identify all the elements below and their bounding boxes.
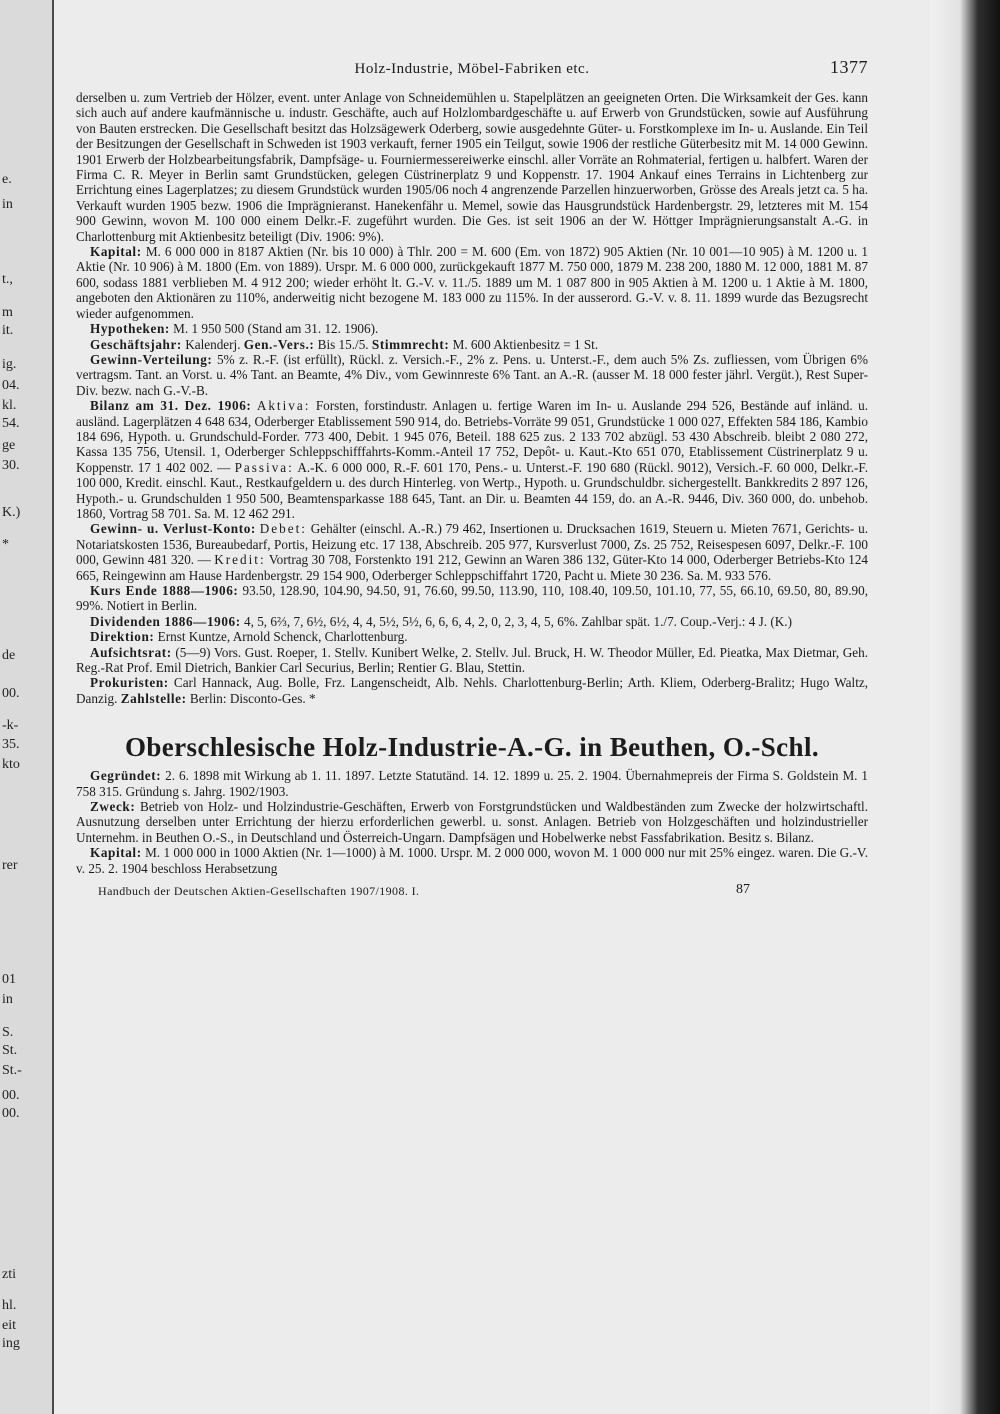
entry-bilanz: Bilanz am 31. Dez. 1906: Aktiva: Forsten, forstindustr. Anlagen u. fertige Waren im In- u. Auslande 294 526, Bestände auf inländ. u. ausländ. Lagerplätzen 4 648 634, Oderberger Etablissement 590 914, do. Betriebs-Vorräte 99 051, Grundstücke 1 000 027, Effekten 584 186, Kambio 184 696, Hypoth. u. Grundschuld-Forder. 773 400, Debit. 1 945 076, Beteil. 188 625 zus. 2 133 702 abzügl. 53 430 Abschreib. bleibt 2 080 272, Kassa 135 756, Utensil. 1, Oderberger Schleppschifffahrts-Komm.-Anteil 17 752, Depôt- u. Kaut.-Kto 651 070, Etablissement Cüstrinerplatz 9 u. Koppenstr. 17 1 402 002. — Passiva: A.-K. 6 000 000, R.-F. 601 170, Pens.- u. Unterst.-F. 190 680 (Rückl. 9012), Versich.-F. 60 000, Delkr.-F. 100 000, Kredit. einschl. Kaut., Restkaufgeldern u. des durch Hinterleg. von Wertp., Hypoth. u. Grundschuldbr. sichergestellt. Bankkredits 2 897 126, Hypoth.- u. Grundschulden 1 950 500, Beamtensparkasse 188 645, Tant. an Dir. u. Beamten 44 159, do. an A.-R. 9446, Div. 360 000, do. unbehob. 1860, Vortrag 58 701. Sa. M. 12 462 291.: [76, 398, 869, 521]
margin-fragment: t.,: [2, 272, 13, 287]
margin-fragment: St.: [2, 1043, 18, 1058]
page-number: 1377: [830, 57, 868, 77]
margin-fragment: K.): [2, 505, 21, 520]
entry-direktion: Direktion: Ernst Kuntze, Arnold Schenck, Charlottenburg.: [90, 629, 408, 645]
entry-dividenden: Dividenden 1886—1906: 4, 5, 6⅔, 7, 6½, 6½, 4, 4, 5½, 5½, 6, 6, 6, 4, 2, 0, 2, 3, 4, 5, 6%. Zahlbar spät. 1./7. Coup.-Verj.: 4 J. (K.): [90, 613, 792, 629]
entry-kurs: Kurs Ende 1888—1906: 93.50, 128.90, 104.90, 94.50, 91, 76.60, 99.50, 113.90, 110, 108.40, 109.50, 101.10, 77, 55, 66.10, 69.50, 80, 89.90, 99%. Notiert in Berlin.: [76, 583, 868, 614]
margin-fragment: e.: [2, 172, 12, 187]
margin-fragment: kl.: [2, 398, 17, 413]
margin-fragment: 00.: [2, 686, 20, 701]
margin-fragment: it.: [2, 323, 14, 338]
document-page: [76, 58, 868, 902]
entry-geschaeftsjahr: Geschäftsjahr: Kalenderj. Gen.-Vers.: Bis 15./5. Stimmrecht: M. 600 Aktienbesitz = 1 St.: [90, 336, 599, 352]
margin-fragment: 04.: [2, 378, 20, 393]
previous-page-margin: [0, 0, 54, 1414]
page-footer: [76, 882, 868, 902]
margin-fragment: in: [2, 992, 13, 1007]
entry-zweck: Zweck: Betrieb von Holz- und Holzindustrie-Geschäften, Erwerb von Forstgrundstücken und Waldbeständen zum Zwecke der holzwirtschaftl. Ausnutzung derselben unter Errichtung der hierzu erforderlichen gewerbl. u. sonst. Anlagen. Betrieb von Holzgeschäften und holzindustrieller Unternehm. in Beuthen O.-S., in Deutschland und Österreich-Ungarn. Dampfsägen und Hobelwerke nebst Fassfabrikation. Besitz s. Bilanz.: [76, 799, 869, 845]
entry-gegruendet: Gegründet: 2. 6. 1898 mit Wirkung ab 1. 11. 1897. Letzte Statutänd. 14. 12. 1899 u. 25. 2. 1904. Übernahmepreis der Firma S. Goldstein M. 1 758 315. Gründung s. Jahrg. 1902/1903.: [76, 768, 868, 799]
margin-fragment: 00.: [2, 1088, 20, 1103]
running-head-title: Holz-Industrie, Möbel-Fabriken etc.: [354, 61, 590, 77]
company-entries: [76, 244, 868, 706]
margin-fragment: 01: [2, 972, 16, 987]
entry-kapital-beuthen: Kapital: M. 1 000 000 in 1000 Aktien (Nr. 1—1000) à M. 1000. Urspr. M. 2 000 000, wovon M. 1 000 000 nur mit 25% eingez. waren. Die G.-V. v. 25. 2. 1904 beschloss Herabsetzung: [76, 845, 869, 876]
running-head: [76, 58, 868, 84]
company-heading: Oberschlesische Holz-Industrie-A.-G. in Beuthen, O.-Schl.: [124, 732, 820, 763]
entry-gewinn-verteilung: Gewinn-Verteilung: 5% z. R.-F. (ist erfüllt), Rückl. z. Versich.-F., 2% z. Pens. u. Unterst.-F., dem auch 5% Zs. zufliessen, vom Übrigen 6% vertragsm. Tant. an Vorst. u. 4% Tant. an Beamte, 4% Div., vom Gewinnreste 6% Tant. an A.-R. (ausser M. 18 000 fester jährl. Vergüt.), Rest Super-Div. bezw. nach G.-V.-B.: [76, 351, 868, 398]
footer-signature: 87: [736, 882, 750, 898]
margin-fragment: ig.: [2, 357, 17, 372]
margin-fragment: 00.: [2, 1106, 20, 1121]
footer-publication: Handbuch der Deutschen Aktien-Gesellschaften 1907/1908. I.: [98, 884, 420, 899]
continuation-paragraph: derselben u. zum Vertrieb der Hölzer, event. unter Anlage von Schneidemühlen u. Stapelplätzen an geeigneten Orten. Die Wirksamkeit der Ges. kann sich auch auf andere kaufmännische u. industr. Geschäfte, auch auf Holzlombardgeschäfte u. auf Erwerb von Grundstücken, sowie auf Ausführung von Bauten erstrecken. Die Gesellschaft besitzt das Holzsägewerk Oderberg, sowie ausgedehnte Güter- u. Forstkomplexe im In- u. Auslande. Ein Teil der Besitzungen der Gesellschaft in Schweden ist 1903 verkauft, ferner 1905 ein Teilgut, sowie 1906 der restliche Güterbesitz mit M. 14 000 Gewinn. 1901 Erwerb der Holzbearbeitungsfabrik, Dampfsäge- u. Fourniermessereiwerke einschl. aller Vorräte an Rohmaterial, fertigen u. halbfert. Waren der Firma C. R. Meyer in Berlin samt Grundstücken, gelegen Cüstrinerplatz 9 und Koppenstr. 17. 1904 Ankauf eines Terrains in Lichtenberg zur Errichtung eines Lagerplatzes; zu diesem Grundstück wurden 1905/06 noch 4 angrenzende Parzellen hinzuerworben, Grösse des Areals jetzt ca. 5 ha. Verkauft wurden 1905 bezw. 1906 die Imprägnieranst. Hanekenfähr u. Memel, sowie das Hausgrundstück Hardenbergstr. 29, letzteres mit M. 154 900 Gewinn, wovon M. 100 000 einem Delkr.-F. zugeführt wurden. Die Ges. ist seit 1906 an der W. Höttger Imprägnierungsanstalt A.-G. in Charlottenburg mit Aktienbesitz beteiligt (Div. 1906: 9%).: [76, 90, 868, 244]
new-company-entries: [76, 768, 868, 876]
margin-fragment: eit: [2, 1318, 16, 1333]
entry-gewinn-verlust-konto: Gewinn- u. Verlust-Konto: Debet: Gehälter (einschl. A.-R.) 79 462, Insertionen u. Drucksachen 1619, Steuern u. Mieten 7671, Gerichts- u. Notariatskosten 1536, Bureaubedarf, Portis, Heizung etc. 17 138, Abschreib. 205 977, Kursverlust 7000, Zs. 25 752, Reisespesen 6097, Delkr.-F. 100 000, Gewinn 481 320. — Kredit: Vortrag 30 708, Forstenkto 191 212, Gewinn an Waren 386 132, Güter-Kto 14 000, Oderberger Betriebs-Kto 124 665, Reingewinn am Hause Hardenbergstr. 29 154 900, Oderberger Schleppschiffahrt 1720, Pacht u. Miete 30 236. Sa. M. 933 576.: [76, 521, 869, 583]
margin-fragment: 30.: [2, 458, 20, 473]
margin-fragment: kto: [2, 757, 20, 772]
margin-fragment: hl.: [2, 1298, 17, 1313]
entry-kapital: Kapital: M. 6 000 000 in 8187 Aktien (Nr. bis 10 000) à Thlr. 200 = M. 600 (Em. von 1872) 905 Aktien (Nr. 10 001—10 905) à M. 1200 u. 1 Aktie (Nr. 10 906) à M. 1800 (Em. von 1889). Urspr. M. 6 000 000, zurückgekauft 1877 M. 750 000, 1879 M. 238 200, 1880 M. 12 000, 1881 M. 87 600, sodass 1881 verblieben M. 4 912 200; wieder erhöht lt. G.-V. v. 11./5. 1889 um M. 1 087 800 in 905 Aktien à M. 1200 u. 1 Aktie à M. 1800, angeboten den Aktionären zu 110%, anderweitig nicht bezogene M. 183 000 zu 115%. In der ausserord. G.-V. v. 8. 11. 1899 wurde das Bezugsrecht wieder aufgenommen.: [76, 244, 868, 321]
margin-fragment: de: [2, 648, 16, 663]
margin-fragment: ge: [2, 438, 16, 453]
margin-fragment: 35.: [2, 737, 20, 752]
margin-fragment: -k-: [2, 718, 19, 733]
margin-fragment: rer: [2, 858, 18, 873]
margin-fragment: in: [2, 197, 13, 212]
margin-fragment: ing: [2, 1336, 20, 1351]
margin-fragment: *: [2, 537, 9, 552]
margin-fragment: zti: [2, 1267, 16, 1282]
entry-prokuristen: Prokuristen: Carl Hannack, Aug. Bolle, Frz. Langenscheidt, Alb. Nehls. Charlottenburg-Berlin; Arth. Kliem, Oderberg-Bralitz; Hugo Waltz, Danzig. Zahlstelle: Berlin: Disconto-Ges. *: [76, 675, 869, 706]
margin-fragment: 54.: [2, 416, 20, 431]
page-edge-shadow: [930, 0, 1000, 1414]
margin-fragment: m: [2, 305, 13, 320]
margin-fragment: St.-: [2, 1063, 22, 1078]
entry-hypotheken: Hypotheken: M. 1 950 500 (Stand am 31. 12. 1906).: [90, 321, 379, 337]
margin-fragment: S.: [2, 1025, 14, 1040]
entry-aufsichtsrat: Aufsichtsrat: (5—9) Vors. Gust. Roeper, 1. Stellv. Kunibert Welke, 2. Stellv. Jul. Bruck, H. W. Theodor Müller, Ed. Pieatka, Max Dietmar, Geh. Reg.-Rat Prof. Emil Dietrich, Bankier Carl Securius, Berlin; Rentier G. Blau, Stettin.: [76, 644, 868, 676]
